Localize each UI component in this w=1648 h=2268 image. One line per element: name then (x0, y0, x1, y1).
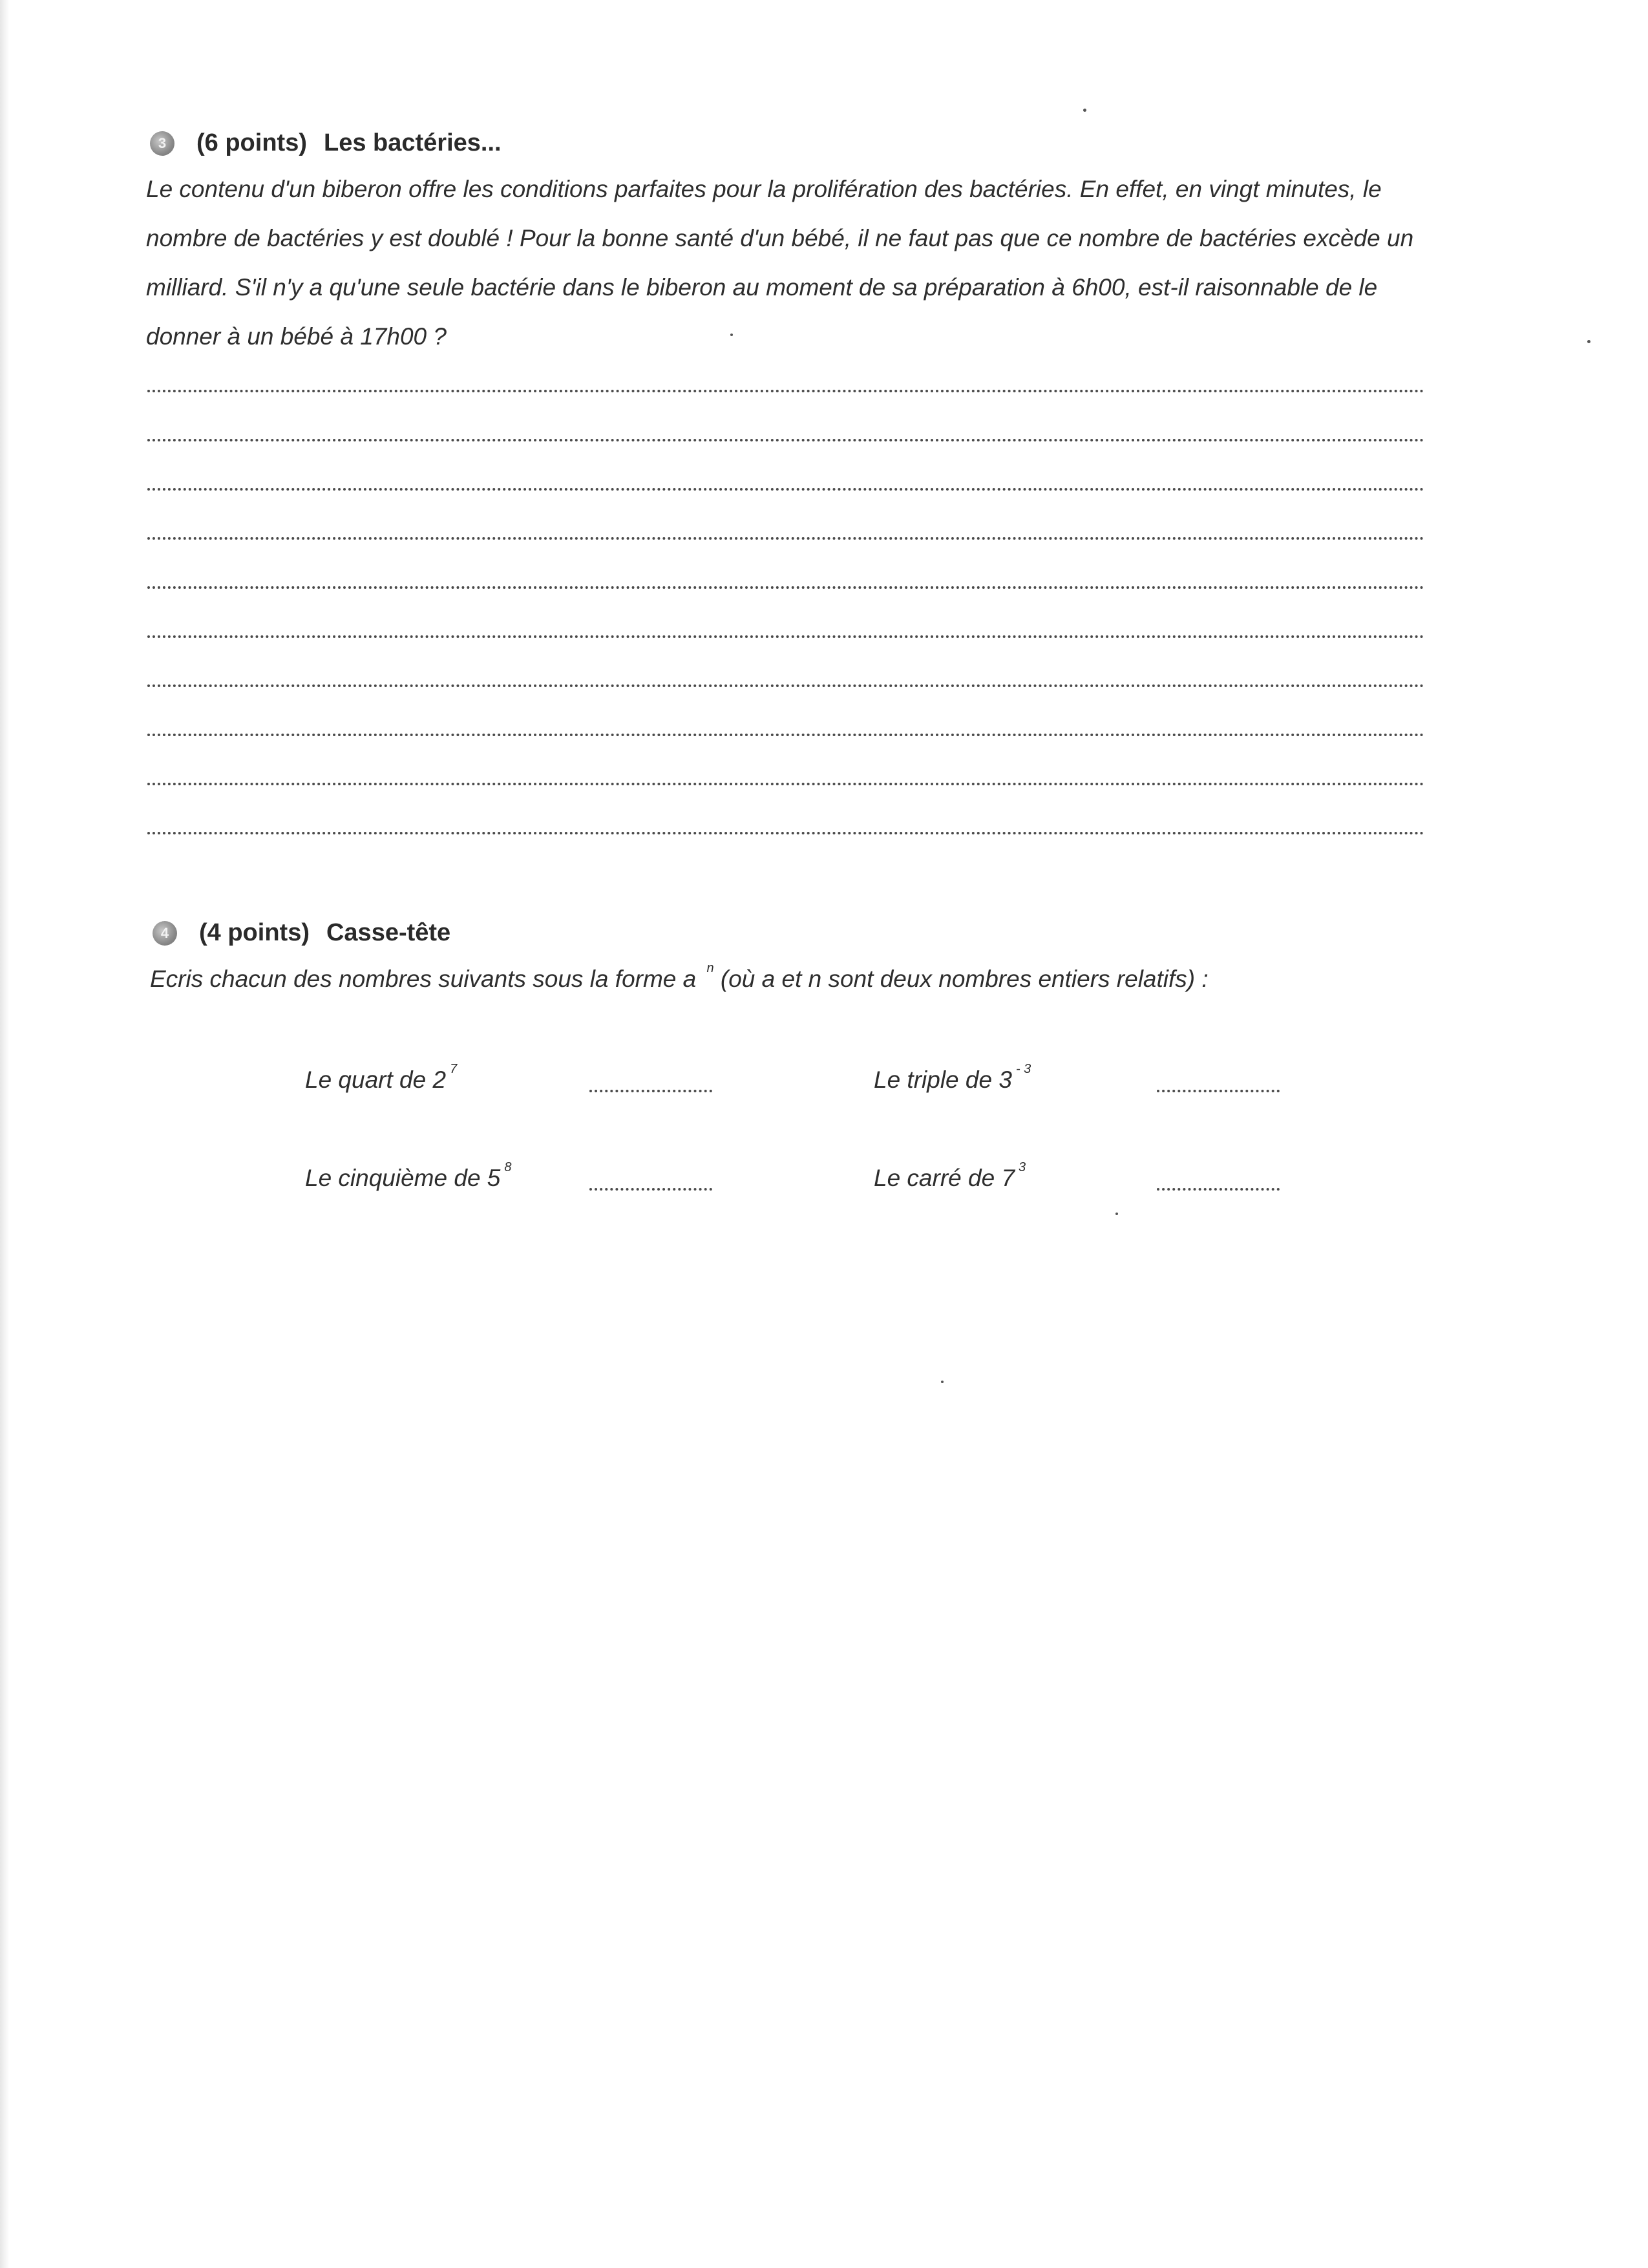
scan-speck (1083, 109, 1086, 112)
exercise-4-points: (4 points) (199, 919, 310, 946)
item-quart (305, 1062, 458, 1094)
item-label: Le carré de 7 (874, 1165, 1015, 1191)
item-cinquieme (305, 1160, 512, 1192)
answer-line-7[interactable] (147, 684, 1424, 687)
exercise-3-statement (146, 165, 1439, 361)
answer-line-8[interactable] (147, 734, 1424, 736)
exercise-4-header (153, 919, 450, 947)
answer-line-1[interactable] (147, 390, 1424, 392)
exercise-3-points: (6 points) (196, 129, 307, 156)
scan-speck (941, 1381, 944, 1383)
answer-line-4[interactable] (147, 537, 1424, 540)
scan-edge-shadow (0, 0, 9, 2268)
instruction-text-before: Ecris chacun des nombres suivants sous la forme a (150, 966, 697, 992)
answer-line-5[interactable] (147, 586, 1424, 589)
item-exponent: 3 (1019, 1160, 1026, 1174)
scan-speck (1587, 340, 1590, 343)
statement-line: milliard. S'il n'y a qu'une seule bactérie dans le biberon au moment de sa préparation à 6h00, est-il raisonnable de le (146, 274, 1378, 301)
answer-blank-triple[interactable] (1157, 1090, 1280, 1092)
exercise-3-title: Les bactéries... (323, 129, 502, 156)
item-label: Le quart de 2 (305, 1066, 447, 1093)
exercise-number-icon: 4 (153, 921, 177, 946)
statement-line: donner à un bébé à 17h00 ? (146, 323, 447, 350)
statement-line: nombre de bactéries y est doublé ! Pour la bonne santé d'un bébé, il ne faut pas que ce nombre de bactéries excède un (146, 225, 1414, 251)
scan-speck (1115, 1213, 1118, 1215)
answer-line-9[interactable] (147, 783, 1424, 785)
item-exponent: - 3 (1015, 1062, 1031, 1076)
statement-line: Le contenu d'un biberon offre les conditions parfaites pour la prolifération des bactéries. En effet, en vingt minutes, le (146, 176, 1382, 202)
answer-line-6[interactable] (147, 635, 1424, 638)
exercise-4-title: Casse-tête (326, 919, 451, 946)
item-carre (874, 1160, 1026, 1192)
item-exponent: 7 (450, 1062, 458, 1076)
answer-line-10[interactable] (147, 832, 1424, 834)
scan-speck (730, 334, 733, 336)
answer-blank-cinquieme[interactable] (589, 1188, 712, 1191)
item-triple (874, 1062, 1031, 1094)
answer-blank-carre[interactable] (1157, 1188, 1280, 1191)
exercise-number-icon: 3 (150, 131, 174, 156)
exercise-3-header (150, 129, 502, 157)
answer-line-2[interactable] (147, 439, 1424, 441)
instruction-text-after: (où a et n sont deux nombres entiers relatifs) : (720, 966, 1209, 992)
item-label: Le cinquième de 5 (305, 1165, 501, 1191)
instruction-exponent: n (706, 961, 714, 975)
item-exponent: 8 (504, 1160, 512, 1174)
answer-blank-quart[interactable] (589, 1090, 712, 1092)
item-label: Le triple de 3 (874, 1066, 1012, 1093)
answer-line-3[interactable] (147, 488, 1424, 491)
exercise-4-instruction (150, 961, 1209, 993)
